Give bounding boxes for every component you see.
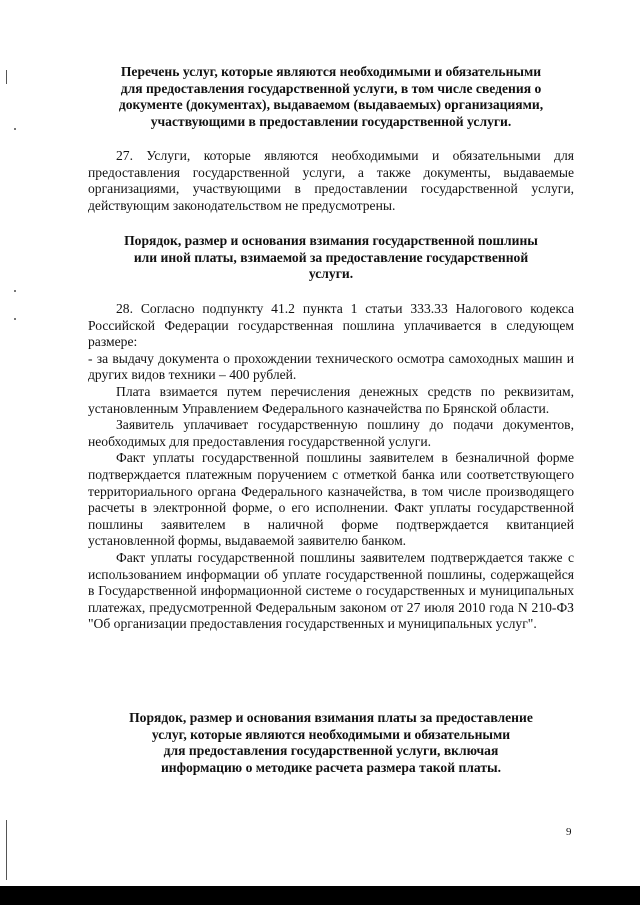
paragraph-text: Заявитель уплачивает государственную пошлину до подачи документов, необходимых для предоставления государственной услуги. xyxy=(88,417,574,449)
paragraph-text: Факт уплаты государственной пошлины заявителем в безналичной форме подтверждается платежным поручением с отметкой банка или соответствующего территориального органа Федерального казначейства, в том числе производящего расчеты в электронной форме, о его исполнении. Факт уплаты государственной пошлины заявителем в наличной форме подтверждается квитанцией установленной формы, выдаваемой заявителю банком. xyxy=(88,450,574,549)
scan-mark xyxy=(6,820,7,880)
paragraph-27 xyxy=(88,148,574,214)
heading-line: информацию о методике расчета размера такой платы. xyxy=(160,759,502,775)
heading-line: участвующими в предоставлении государственной услуги. xyxy=(150,113,512,129)
heading-line: для предоставления государственной услуги, в том числе сведения о xyxy=(120,80,542,96)
paragraph-text: 28. Согласно подпункту 41.2 пункта 1 статьи 333.33 Налогового кодекса Российской Федерации государственная пошлина уплачивается в следующем размере: xyxy=(88,301,574,350)
scan-border-bar xyxy=(0,886,640,905)
heading-line: или иной платы, взимаемой за предоставление государственной xyxy=(133,249,529,265)
heading-line: услуги. xyxy=(308,266,354,281)
heading-line: Порядок, размер и основания взимания платы за предоставление xyxy=(129,710,533,725)
scan-mark xyxy=(6,70,7,84)
heading-line: для предоставления государственной услуги, включая xyxy=(163,743,499,758)
section-heading-services xyxy=(88,64,574,130)
scan-mark xyxy=(14,290,16,292)
scan-mark xyxy=(14,128,16,130)
paragraph-text: 27. Услуги, которые являются необходимыми и обязательными для предоставления государственной услуги, а также документы, выдаваемые организациями, участвующими в предоставлении государственной услуги, действующим законодательством не предусмотрены. xyxy=(88,148,574,213)
paragraph-28-block xyxy=(88,301,574,633)
paragraph-text: Факт уплаты государственной пошлины заявителем подтверждается также с использованием информации об уплате государственной пошлины, содержащейся в Государственной информационной системе о государственных и муниципальных платежах, предусмотренной Федеральным законом от 27 июля 2010 года N 210-ФЗ "Об организации предоставления государственных и муниципальных услуг". xyxy=(88,549,574,632)
page-number: 9 xyxy=(566,826,572,838)
fee-bullet: - за выдачу документа о прохождении технического осмотра самоходных машин и других видов техники – 400 рублей. xyxy=(88,350,574,383)
section-heading-state-fee xyxy=(88,233,574,283)
heading-line: документе (документах), выдаваемом (выдаваемых) организациями, xyxy=(118,97,544,112)
heading-line: Порядок, размер и основания взимания государственной пошлины xyxy=(124,233,538,248)
paragraph-text: Плата взимается путем перечисления денежных средств по реквизитам, установленным Управлением Федерального казначейства по Брянской области. xyxy=(88,383,574,416)
section-heading-service-fee xyxy=(88,710,574,776)
scan-mark xyxy=(14,318,16,320)
heading-line: услуг, которые являются необходимыми и обязательными xyxy=(151,726,511,742)
heading-line: Перечень услуг, которые являются необходимыми и обязательными xyxy=(120,64,542,79)
